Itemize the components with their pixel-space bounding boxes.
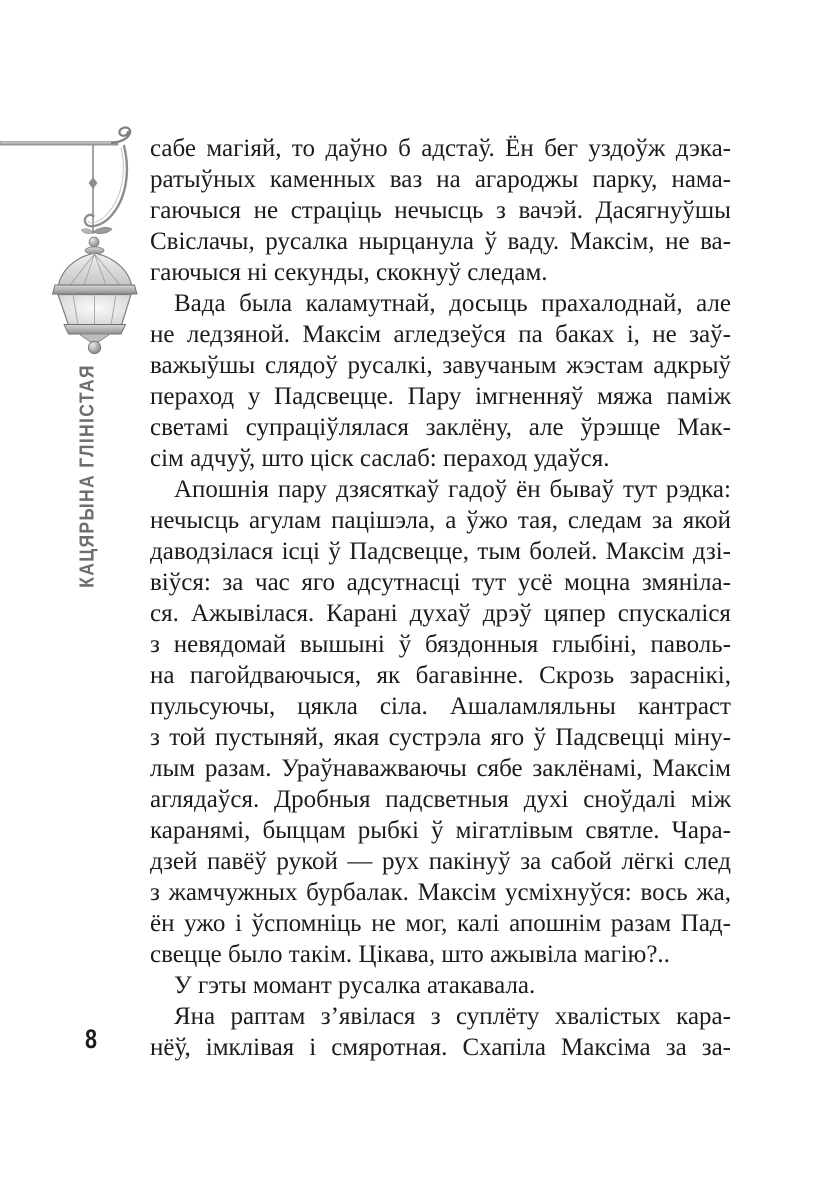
text-line: з той пустыняй, якая сустрэла яго ў Падсвецці міну- (150, 724, 731, 751)
text-line: з жамчужных бурбалак. Максім усміхнуўся: вось жа, (150, 879, 731, 906)
text-line: сабе магіяй, то даўно б адстаў. Ён бег уздоўж дэка- (150, 135, 731, 162)
text-line: на пагойдваючыся, як багавінне. Скрозь зараснікі, (150, 662, 731, 689)
top-cornice (53, 285, 138, 294)
bottom-cornice (64, 325, 126, 335)
top-ball (89, 237, 99, 247)
text-line: ратыўных каменных ваз на агароджы парку, нама- (150, 166, 731, 193)
lantern-rod (0, 142, 118, 146)
text-line: нечысць агулам пацішэла, а ўжо тая, следам за якой (150, 507, 731, 534)
text-body (150, 133, 731, 1063)
text-line: У гэты момант русалка атакавала. (174, 972, 536, 999)
text-line: сім адчуў, што ціск саслаб: пераход удаўся. (150, 445, 610, 472)
dome-cap (59, 253, 132, 285)
diamond-bead (89, 177, 98, 189)
lantern-illustration (0, 126, 150, 358)
text-line: аглядаўся. Дробныя падсветныя духі сноўдалі між (150, 786, 731, 813)
text-line: Вада была каламутнай, досыць прахалоднай, але (174, 290, 731, 317)
text-line: ся. Ажывілася. Карані духаў дрэў цяпер спускаліся (150, 600, 731, 627)
finial-ball (88, 341, 100, 353)
rod-curl (112, 128, 130, 143)
text-line: Яна раптам з’явілася з суплёту хвалістых кара- (174, 1003, 731, 1030)
text-line: гаючыся не страціць нечысць з вачэй. Дасягнуўшы (150, 197, 731, 224)
text-line: лым разам. Ураўнаважваючы сябе заклёнамі, Максім (150, 755, 731, 782)
page-number: 8 (84, 1024, 98, 1054)
text-line: Апошнія пару дзясяткаў гадоў ён бываў тут рэдка: (174, 476, 731, 503)
text-line: свецце было такім. Цікава, што ажывіла магію?.. (150, 941, 670, 968)
text-line: пульсуючы, цякла сіла. Ашаламляльны кантраст (150, 693, 731, 720)
text-line: Свіслачы, русалка нырцанула ў ваду. Максім, не ва- (150, 228, 731, 255)
author-vertical-text: КАЦЯРЫНА ГЛІНІСТАЯ (76, 364, 99, 588)
text-line: каранямі, быццам рыбкі ў мігатлівым святле. Чара- (150, 817, 731, 844)
text-line: пераход у Падсвецце. Пару імгненняў мяжа паміж (150, 383, 731, 410)
text-line: нёў, імклівая і смяротная. Схапіла Максіма за за- (150, 1034, 731, 1061)
text-line: ён ужо і ўспомніць не мог, калі апошнім разам Пад- (150, 910, 731, 937)
text-line: дзей павёў рукой — рух пакінуў за сабой лёгкі след (150, 848, 731, 875)
text-line: гаючыся ні секунды, скокнуў следам. (150, 259, 548, 286)
text-line: з невядомай вышыні ў бяздонныя глыбіні, паволь- (150, 631, 731, 658)
text-line: віўся: за час яго адсутнасці тут усё моцна змяніла- (150, 569, 731, 596)
text-line: даводзілася ісці ў Падсвецце, тым болей. Максім дзі- (150, 538, 731, 565)
leaf-ornament (93, 227, 112, 233)
text-line: важыўшы слядоў русалкі, завучаным жэстам адкрыў (150, 352, 731, 379)
text-line: не ледзяной. Максім агледзеўся па баках і, не заў- (150, 321, 731, 348)
text-line: светамі супраціўлялася заклёну, але ўрэшце Мак- (150, 414, 731, 441)
leaf-ornament-left (81, 229, 93, 234)
